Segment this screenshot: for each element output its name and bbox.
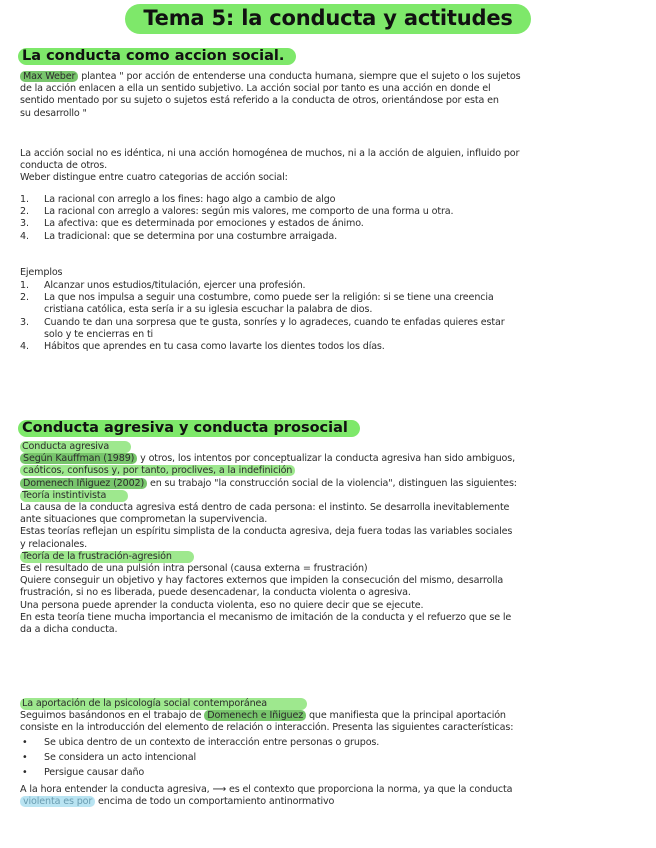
list-item: 3. La afectiva: que es determinada por emociones y estados de ánimo. [20,218,364,230]
weber-definition [20,71,640,120]
categories-list [20,194,640,243]
para-line: conducta de otros. [20,160,107,172]
kauffman-line-1: Según Kauffman (1989) y otros, los intentos por conceptualizar la conducta agresiva han sido ambiguos, [20,453,640,465]
list-item: 1. Alcanzar unos estudios/titulación, ejercer una profesión. [20,280,306,291]
aportacion-line-1: Seguimos basándonos en el trabajo de Domenech e Iñiguez que manifiesta que la principal aportación [20,710,506,722]
para-line: frustración, si no es liberada, puede desencadenar, la conducta violenta o agresiva. [20,587,411,599]
para-line: Una persona puede aprender la conducta violenta, eso no quiere decir que se ejecute. [20,599,424,611]
para-line: Es el resultado de una pulsión intra personal (causa externa = frustración) [20,563,368,575]
para-line: Estas teorías reflejan un espíritu simplista de la conducta agresiva, deja fuera todas las variables sociales [20,526,513,538]
accion-social-paragraph [20,148,640,185]
kauffman-name: Según Kauffman (1989) [20,453,137,464]
domenech-name: Domenech Iñiguez (2002) [20,478,147,489]
aportacion-block [20,698,640,809]
list-item: • Persigue causar daño [22,767,145,779]
list-item: 3. Cuando te dan una sorpresa que te gusta, sonríes y lo agradeces, cuando te enfadas quieres estar solo y te encierras en ti [20,316,505,340]
para-line: En esta teoría tiene mucha importancia el mecanismo de imitación de la conducta y el refuerzo que se le [20,611,512,623]
list-item: 2. La racional con arreglo a valores: según mis valores, me comporto de una forma u otra. [20,206,454,218]
section-heading-conducta-agresiva: Conducta agresiva y conducta prosocial [18,420,360,437]
list-item: • Se considera un acto intencional [22,751,196,763]
list-item: 4. La tradicional: que se determina por una costumbre arraigada. [20,230,337,242]
weber-line-1: Max Weber plantea " por acción de entenderse una conducta humana, siempre que el sujeto o los sujetos [20,71,640,83]
para-line: Quiere conseguir un objetivo y hay factores externos que impiden la consecución del mismo, desarrolla [20,575,504,587]
kauffman-line-2: caóticos, confusos y, por tanto, proclives, a la indefinición [20,465,640,477]
bullet-icon: • [22,751,28,763]
subheading-aportacion: La aportación de la psicología social contemporánea [20,698,640,710]
page-title: Tema 5: la conducta y actitudes [125,4,530,34]
aportacion-line-2: consiste en la introducción del elemento de relación o interacción. Presenta las siguientes características: [20,722,514,734]
weber-line-3: sentido mentado por su sujeto o sujetos está referido a la conducta de otros, orientándose por esta en [20,95,499,107]
para-line: y relacionales. [20,538,88,550]
list-item: 1. La racional con arreglo a los fines: hago algo a cambio de algo [20,194,336,205]
bullet-icon: • [22,736,28,748]
weber-line-4: su desarrollo " [20,107,87,119]
examples-label: Ejemplos [20,267,63,278]
para-line: La causa de la conducta agresiva está dentro de cada persona: el instinto. Se desarrolla inevitablemente [20,502,510,514]
subheading-instintivista: Teoría instintivista [20,490,640,502]
conducta-agresiva-block [20,441,640,636]
para-line: ante situaciones que comprometan la supervivencia. [20,514,268,526]
weber-line-2: de la acción enlacen a ella un sentido subjetivo. La acción social por tanto es una acción en donde el [20,83,491,95]
weber-name: Max Weber [20,71,78,82]
title-wrap [0,4,656,34]
list-item: 4. Hábitos que aprendes en tu casa como lavarte los dientes todos los días. [20,341,385,353]
list-item: • Se ubica dentro de un contexto de interacción entre personas o grupos. [22,736,380,748]
domenech-iniguez-name: Domenech e Iñiguez [204,710,306,721]
closing-line-2: violenta es por encima de todo un comportamiento antinormativo [20,796,640,808]
domenech-line: Domenech Iñiguez (2002) en su trabajo "la construcción social de la violencia", distinguen las siguientes: [20,478,640,490]
para-line: Weber distingue entre cuatro categorias de acción social: [20,172,288,184]
para-line: La acción social no es idéntica, ni una acción homogénea de muchos, ni a la acción de alguien, influido por [20,148,520,159]
bullet-icon: • [22,767,28,779]
section-heading-accion-social: La conducta como accion social. [18,48,296,65]
list-item: 2. La que nos impulsa a seguir una costumbre, como puede ser la religión: si se tiene una creencia cristiana católica, esta sería ir a su iglesia escuchar la palabra de dios. [20,292,494,316]
closing-line-1: A la hora entender la conducta agresiva, ⟶ es el contexto que proporciona la norma, ya que la conducta [20,784,513,796]
subheading-frustracion: Teoría de la frustración-agresión [20,551,640,563]
para-line: da a dicha conducta. [20,624,118,636]
subheading-conducta-agresiva: Conducta agresiva [20,441,640,453]
examples-list [20,280,640,353]
